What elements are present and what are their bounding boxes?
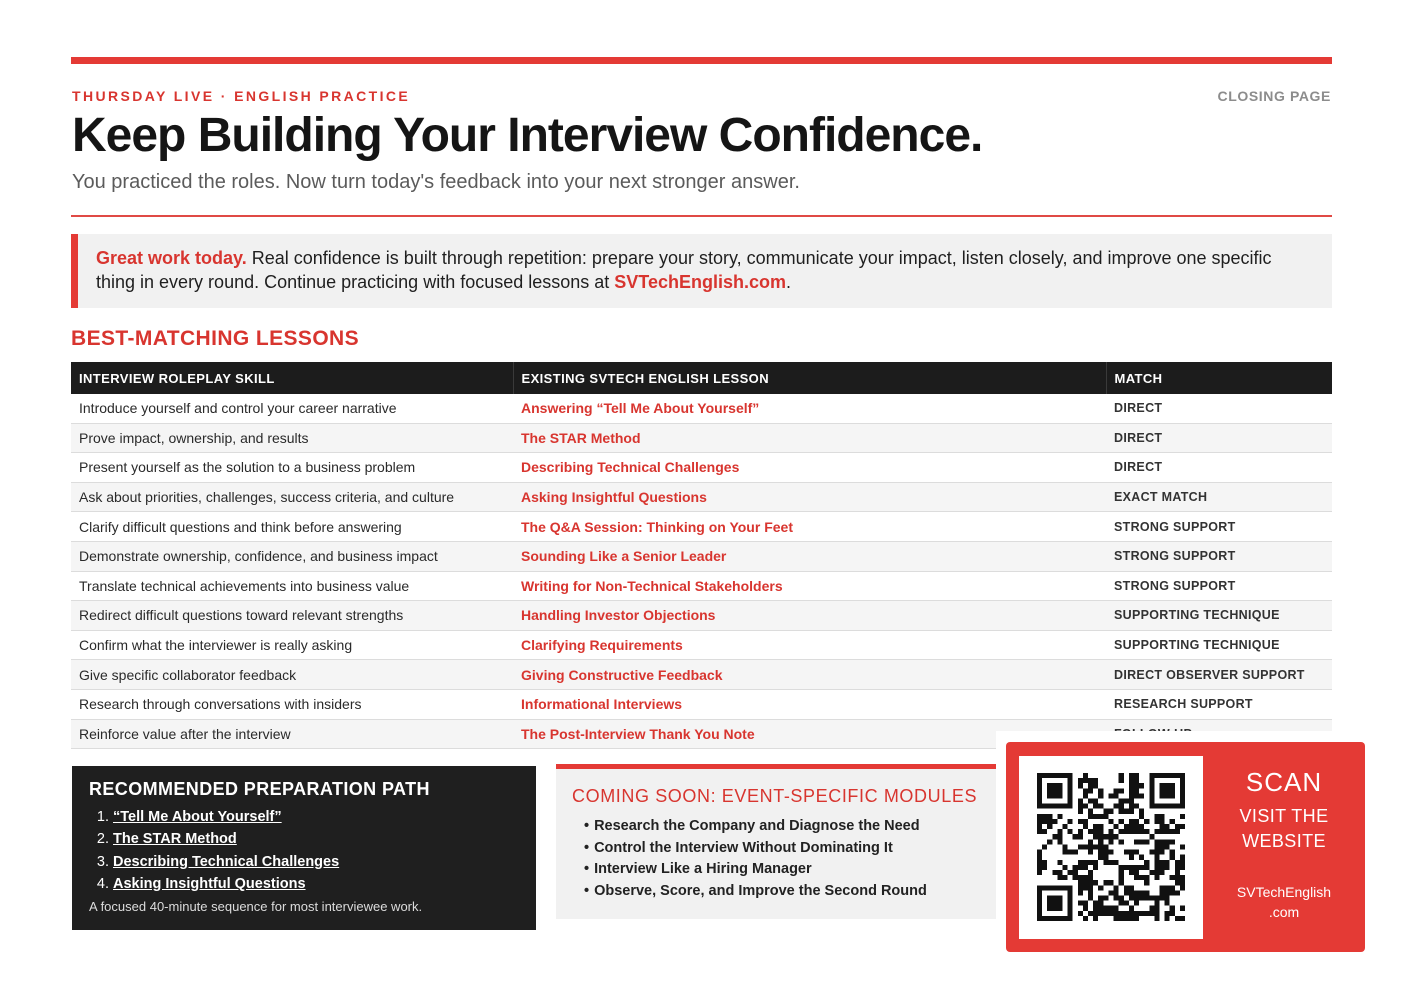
visit-label bbox=[1203, 804, 1365, 854]
skill-cell: Ask about priorities, challenges, success criteria, and culture bbox=[71, 482, 513, 512]
match-cell: STRONG SUPPORT bbox=[1106, 571, 1332, 601]
skill-cell: Reinforce value after the interview bbox=[71, 719, 513, 749]
callout-highlight: Great work today. bbox=[96, 248, 247, 268]
lesson-link[interactable]: Giving Constructive Feedback bbox=[513, 660, 1106, 690]
page-subtitle: You practiced the roles. Now turn today's feedback into your next stronger answer. bbox=[72, 171, 800, 193]
preparation-path-heading: RECOMMENDED PREPARATION PATH bbox=[89, 779, 430, 799]
coming-soon-heading: COMING SOON: EVENT-SPECIFIC MODULES bbox=[572, 786, 978, 806]
list-item: • Control the Interview Without Dominating It bbox=[584, 838, 981, 860]
list-item bbox=[113, 873, 520, 895]
coming-soon-list bbox=[572, 816, 981, 903]
lesson-link[interactable]: Handling Investor Objections bbox=[513, 601, 1106, 631]
skill-cell: Translate technical achievements into business value bbox=[71, 571, 513, 601]
skill-cell: Redirect difficult questions toward relevant strengths bbox=[71, 601, 513, 631]
match-cell: RESEARCH SUPPORT bbox=[1106, 689, 1332, 719]
page-title: Keep Building Your Interview Confidence. bbox=[72, 109, 983, 162]
lesson-link[interactable]: Clarifying Requirements bbox=[513, 630, 1106, 660]
list-item: • Observe, Score, and Improve the Second Round bbox=[584, 881, 981, 903]
table-row bbox=[71, 571, 1332, 601]
table-row bbox=[71, 601, 1332, 631]
match-cell: SUPPORTING TECHNIQUE bbox=[1106, 630, 1332, 660]
skill-cell: Confirm what the interviewer is really asking bbox=[71, 630, 513, 660]
callout-end: . bbox=[786, 272, 792, 292]
match-cell: STRONG SUPPORT bbox=[1106, 541, 1332, 571]
skill-cell: Prove impact, ownership, and results bbox=[71, 423, 513, 453]
preparation-path-panel bbox=[72, 766, 536, 930]
prep-link[interactable]: The STAR Method bbox=[113, 831, 237, 848]
table-row bbox=[71, 660, 1332, 690]
table-row bbox=[71, 512, 1332, 542]
table-header-row bbox=[71, 362, 1332, 394]
skill-cell: Introduce yourself and control your career narrative bbox=[71, 394, 513, 423]
list-item bbox=[113, 828, 520, 850]
lesson-link[interactable]: Informational Interviews bbox=[513, 689, 1106, 719]
match-cell: SUPPORTING TECHNIQUE bbox=[1106, 601, 1332, 631]
section-heading-lessons: BEST-MATCHING LESSONS bbox=[71, 327, 360, 350]
list-item: • Interview Like a Hiring Manager bbox=[584, 859, 981, 881]
lesson-link[interactable]: The Post-Interview Thank You Note bbox=[513, 719, 1106, 749]
table-row bbox=[71, 541, 1332, 571]
website-link[interactable]: SVTechEnglish.com bbox=[614, 272, 786, 292]
list-item: • Research the Company and Diagnose the Need bbox=[584, 816, 981, 838]
prep-link[interactable]: Asking Insightful Questions bbox=[113, 875, 306, 892]
list-item bbox=[113, 851, 520, 873]
match-cell: DIRECT bbox=[1106, 453, 1332, 483]
match-cell: DIRECT bbox=[1106, 394, 1332, 423]
table-row bbox=[71, 482, 1332, 512]
lesson-link[interactable]: Writing for Non-Technical Stakeholders bbox=[513, 571, 1106, 601]
column-header-skill: INTERVIEW ROLEPLAY SKILL bbox=[71, 362, 513, 394]
table-row bbox=[71, 394, 1332, 423]
callout-box bbox=[71, 234, 1332, 308]
skill-cell: Clarify difficult questions and think before answering bbox=[71, 512, 513, 542]
website-url[interactable] bbox=[1203, 882, 1365, 922]
match-cell: STRONG SUPPORT bbox=[1106, 512, 1332, 542]
table-row bbox=[71, 453, 1332, 483]
skill-cell: Demonstrate ownership, confidence, and business impact bbox=[71, 541, 513, 571]
lessons-table bbox=[71, 362, 1332, 749]
column-header-match: MATCH bbox=[1106, 362, 1332, 394]
scan-label: SCAN bbox=[1245, 767, 1323, 797]
qr-code-icon bbox=[1037, 773, 1185, 921]
match-cell: EXACT MATCH bbox=[1106, 482, 1332, 512]
header-divider bbox=[71, 215, 1332, 217]
preparation-path-list bbox=[89, 806, 520, 895]
lesson-link[interactable]: The Q&A Session: Thinking on Your Feet bbox=[513, 512, 1106, 542]
column-header-lesson: EXISTING SVTECH ENGLISH LESSON bbox=[513, 362, 1106, 394]
table-row bbox=[71, 689, 1332, 719]
list-item bbox=[113, 806, 520, 828]
lesson-link[interactable]: Answering “Tell Me About Yourself” bbox=[513, 394, 1106, 423]
skill-cell: Give specific collaborator feedback bbox=[71, 660, 513, 690]
visit-label-line: WEBSITE bbox=[1242, 831, 1326, 851]
skill-cell: Present yourself as the solution to a business problem bbox=[71, 453, 513, 483]
visit-label-line: VISIT THE bbox=[1239, 806, 1329, 826]
eyebrow: THURSDAY LIVE · ENGLISH PRACTICE bbox=[72, 88, 411, 104]
lesson-link[interactable]: Sounding Like a Senior Leader bbox=[513, 541, 1106, 571]
website-url-line: .com bbox=[1268, 904, 1300, 920]
top-accent-bar bbox=[71, 57, 1332, 64]
prep-link[interactable]: Describing Technical Challenges bbox=[113, 853, 340, 870]
table-row bbox=[71, 630, 1332, 660]
preparation-path-note: A focused 40-minute sequence for most interviewee work. bbox=[89, 899, 423, 915]
qr-code[interactable] bbox=[1019, 756, 1203, 939]
table-row bbox=[71, 423, 1332, 453]
lesson-link[interactable]: Asking Insightful Questions bbox=[513, 482, 1106, 512]
prep-link[interactable]: “Tell Me About Yourself” bbox=[113, 809, 282, 825]
scan-text-block bbox=[1203, 742, 1365, 922]
match-cell: DIRECT OBSERVER SUPPORT bbox=[1106, 660, 1332, 690]
website-url-line: SVTechEnglish bbox=[1236, 884, 1332, 900]
match-cell: DIRECT bbox=[1106, 423, 1332, 453]
coming-soon-panel bbox=[556, 764, 997, 919]
page-label: CLOSING PAGE bbox=[1217, 88, 1331, 104]
skill-cell: Research through conversations with insiders bbox=[71, 689, 513, 719]
lesson-link[interactable]: The STAR Method bbox=[513, 423, 1106, 453]
callout-text: Real confidence is built through repetition: prepare your story, communicate your impact, listen closely, and improve one specific thing in every round. Continue practicing with focused lessons at bbox=[96, 248, 1272, 292]
lesson-link[interactable]: Describing Technical Challenges bbox=[513, 453, 1106, 483]
